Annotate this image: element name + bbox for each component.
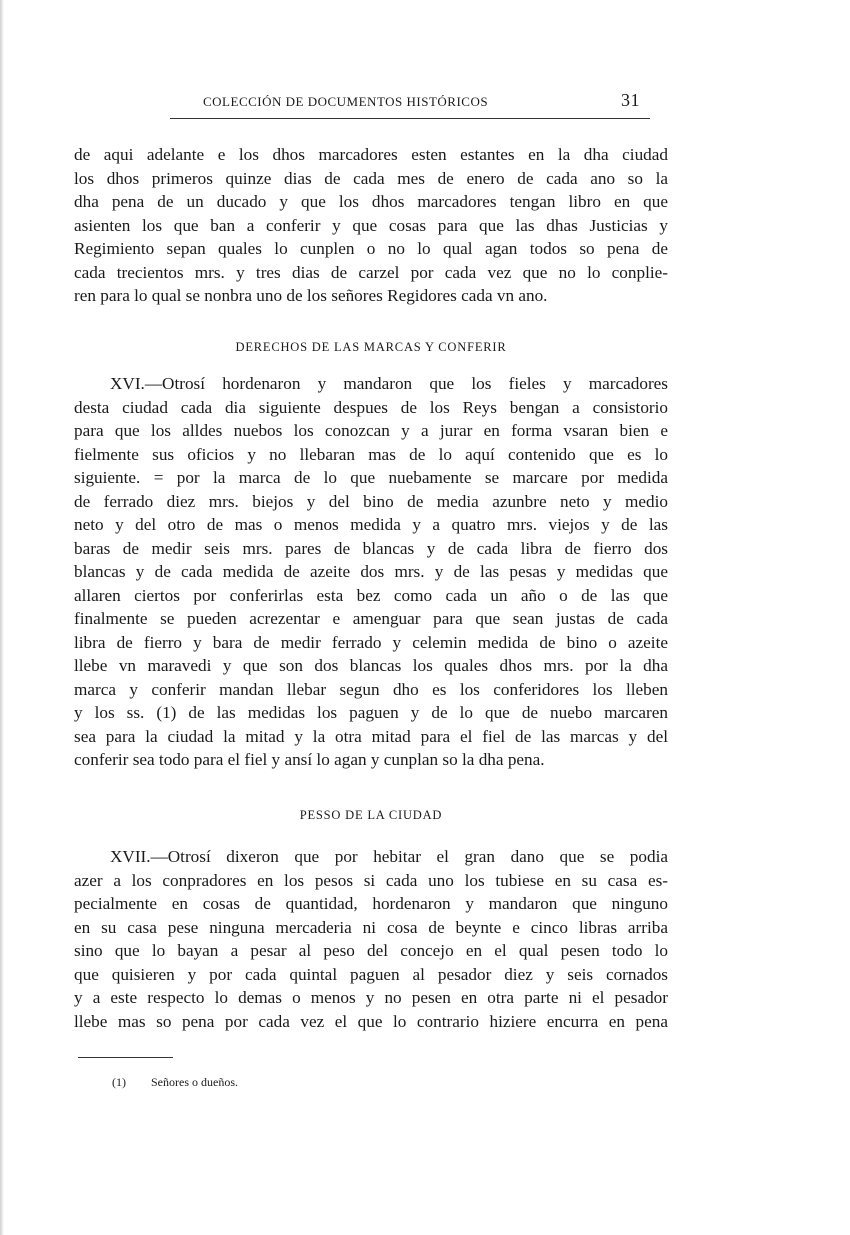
text-line: libra de fierro y bara de medir ferrado y celemin medida de bino o azeite	[74, 632, 668, 652]
text-line: llebe mas so pena por cada vez el que lo contrario hiziere encurra en pena	[74, 1011, 668, 1031]
text-line: XVII.—Otrosí dixeron que por hebitar el gran dano que se podia	[110, 847, 668, 866]
text-line: allaren ciertos por conferirlas esta bez como cada un año o de las que	[74, 585, 668, 605]
text-line: desta ciudad cada dia siguiente despues de los Reys bengan a consistorio	[74, 397, 668, 417]
text-line: fielmente sus oficios y no llebaran mas de lo aquí contenido que es lo	[74, 444, 668, 464]
scan-edge	[0, 0, 4, 1235]
text-line: sea para la ciudad la mitad y la otra mitad para el fiel de las marcas y del	[74, 726, 668, 746]
text-line: siguiente. = por la marca de lo que nuebamente se marcare por medida	[74, 468, 668, 487]
section-17-paragraph	[74, 845, 668, 1033]
header-rule	[170, 118, 650, 119]
text-line: de ferrado diez mrs. biejos y del bino de media azunbre neto y medio	[74, 491, 668, 511]
running-title: COLECCIÓN DE DOCUMENTOS HISTÓRICOS	[203, 94, 489, 109]
footnote-mark: (1)	[112, 1075, 126, 1089]
text-line: en su casa pese ninguna mercaderia ni cosa de beynte e cinco libras arriba	[74, 917, 668, 937]
text-line: para que los alldes nuebos los conozcan y a jurar en forma vsaran bien e	[74, 421, 668, 440]
text-line: conferir sea todo para el fiel y ansí lo agan y cunplan so la dha pena.	[74, 750, 545, 769]
text-line: y los ss. (1) de las medidas los paguen y de lo que de nuebo marcaren	[74, 703, 668, 722]
text-line: baras de medir seis mrs. pares de blancas y de cada libra de fierro dos	[74, 538, 668, 558]
section-16-paragraph	[74, 372, 668, 772]
text-line: pecialmente en cosas de quantidad, hordenaron y mandaron que ninguno	[74, 894, 668, 913]
text-line: los dhos primeros quinze dias de cada mes de enero de cada ano so la	[74, 168, 668, 188]
footnote-rule	[78, 1057, 173, 1058]
text-line: cada trecientos mrs. y tres dias de carzel por cada vez que no lo conplie-	[74, 262, 668, 282]
text-line: azer a los conpradores en los pesos si cada uno los tubiese en su casa es-	[74, 870, 668, 890]
text-line: blancas y de cada medida de azeite dos mrs. y de las pesas y medidas que	[74, 562, 668, 581]
text-line: marca y conferir mandan llebar segun dho es los conferidores los lleben	[74, 679, 668, 699]
text-line: y a este respecto lo demas o menos y no pesen en otra parte ni el pesador	[74, 988, 668, 1007]
text-line: asienten los que ban a conferir y que cosas para que las dhas Justicias y	[74, 215, 668, 235]
text-line: finalmente se pueden acrezentar e amenguar para que sean justas de cada	[74, 609, 668, 628]
text-line: XVI.—Otrosí hordenaron y mandaron que los fieles y marcadores	[110, 374, 668, 393]
continuation-paragraph	[74, 143, 668, 308]
text-line: Regimiento sepan quales lo cunplen o no lo qual agan todos so pena de	[74, 239, 668, 258]
text-line: dha pena de un ducado y que los dhos marcadores tengan libro en que	[74, 192, 668, 211]
text-line: neto y del otro de mas o menos medida y a quatro mrs. viejos y de las	[74, 515, 668, 534]
page-number: 31	[621, 90, 640, 110]
footnote	[112, 1075, 238, 1090]
text-line: ren para lo qual se nonbra uno de los señores Regidores cada vn ano.	[74, 286, 548, 305]
text-line: sino que lo bayan a pesar al peso del concejo en el qual pesen todo lo	[74, 941, 668, 960]
text-line: que quisieren y por cada quintal paguen al pesador diez y seis cornados	[74, 964, 668, 984]
section-heading-pesso: PESSO DE LA CIUDAD	[299, 808, 443, 822]
running-head	[170, 92, 650, 116]
footnote-text: Señores o dueños.	[151, 1075, 238, 1089]
section-heading-derechos: DERECHOS DE LAS MARCAS Y CONFERIR	[235, 340, 507, 354]
text-line: de aqui adelante e los dhos marcadores esten estantes en la dha ciudad	[74, 145, 668, 164]
text-line: llebe vn maravedi y que son dos blancas los quales dhos mrs. por la dha	[74, 656, 668, 675]
